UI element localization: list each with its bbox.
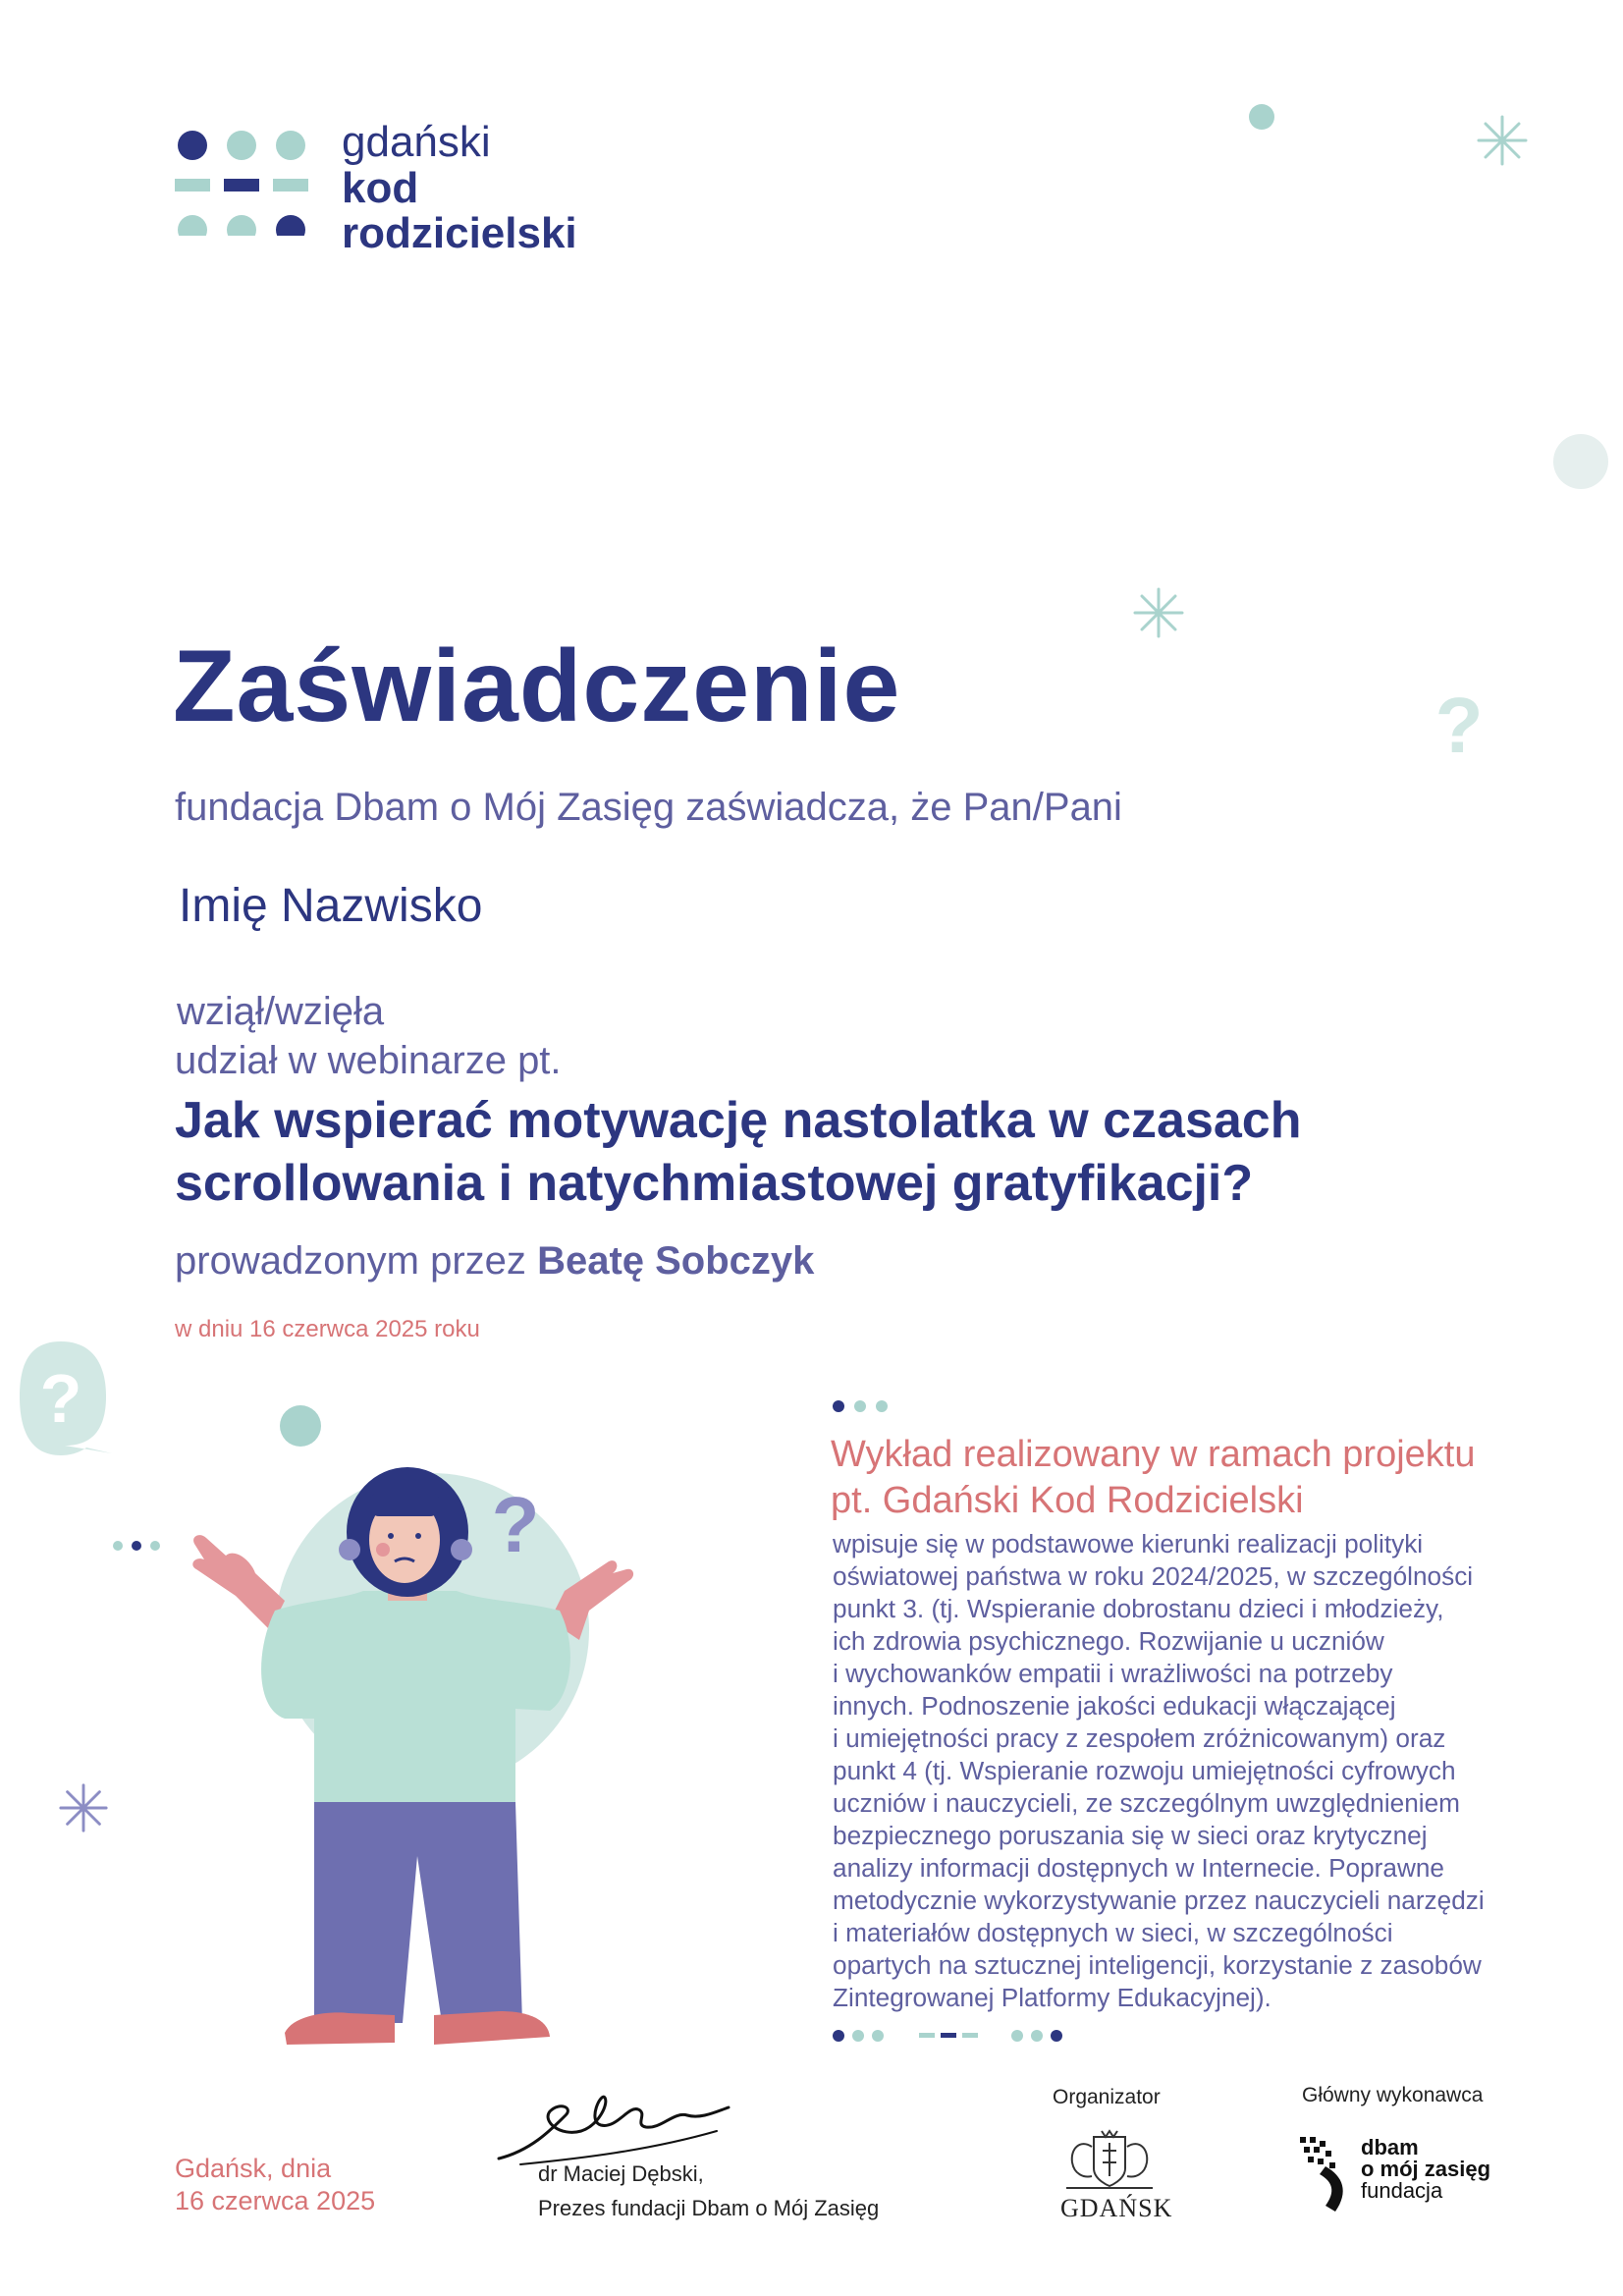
brand-name — [342, 120, 577, 257]
project-description-line: innych. Podnoszenie jakości edukacji włączającej — [833, 1691, 1396, 1721]
question-mark-icon: ? — [491, 1481, 540, 1568]
project-description-line: punkt 4 (tj. Wspieranie rozwoju umiejętności cyfrowych — [833, 1756, 1456, 1785]
place-line: Gdańsk, dnia — [175, 2154, 332, 2183]
brand-line-2: kod — [342, 163, 419, 212]
svg-text:?: ? — [39, 1360, 82, 1437]
took-part-text: wziął/wzięła — [177, 990, 385, 1033]
gdansk-coat-of-arms-logo — [1060, 2129, 1159, 2192]
place-and-date — [175, 2153, 375, 2217]
brand-line-3: rodzicielski — [342, 209, 577, 258]
signer-name: dr Maciej Dębski, — [538, 2161, 704, 2186]
speech-bubble-question-icon — [16, 1338, 114, 1465]
executor-line-3: fundacja — [1361, 2178, 1443, 2203]
svg-text:?: ? — [1434, 687, 1484, 766]
brand-line-1: gdański — [342, 118, 491, 166]
confused-person-illustration — [177, 1453, 648, 2062]
brand-mark-divider — [831, 2027, 1076, 2045]
project-description-line: punkt 3. (tj. Wspieranie dobrostanu dzieci i młodzieży, — [833, 1594, 1444, 1623]
led-by-prefix: prowadzonym przez — [175, 1239, 526, 1283]
project-description-line: ich zdrowia psychicznego. Rozwijanie u uczniów — [833, 1626, 1384, 1656]
signer-role: Prezes fundacji Dbam o Mój Zasięg — [538, 2196, 880, 2220]
dots-decoration — [831, 1398, 892, 1414]
project-description-line: metodycznie wykorzystywanie przez nauczycieli narzędzi — [833, 1886, 1485, 1915]
issue-date: 16 czerwca 2025 — [175, 2186, 376, 2215]
executor-name — [1361, 2137, 1490, 2202]
sparkle-icon — [1475, 113, 1530, 168]
project-description-line: analizy informacji dostępnych w Internecie. Poprawne — [833, 1853, 1445, 1883]
project-description-line: opartych na sztucznej inteligencji, korzystanie z zasobów — [833, 1950, 1482, 1980]
project-description-line: i wychowanków empatii i wrażliwości na potrzeby — [833, 1659, 1393, 1688]
organizer-name: GDAŃSK — [1060, 2194, 1173, 2222]
participation-text: udział w webinarze pt. — [175, 1039, 562, 1082]
question-mark-icon — [1430, 687, 1488, 766]
project-description-line: bezpiecznego poruszania się w sieci oraz krytycznej — [833, 1821, 1428, 1850]
project-description — [833, 1528, 1530, 2014]
event-date: w dniu 16 czerwca 2025 roku — [175, 1316, 480, 1342]
project-description-line: i materiałów dostępnych w sieci, w szczególności — [833, 1918, 1393, 1947]
speaker-name: Beatę Sobczyk — [537, 1239, 815, 1283]
project-title-line-2: pt. Gdański Kod Rodzicielski — [831, 1479, 1304, 1521]
certificate-title: Zaświadczenie — [173, 629, 901, 743]
led-by — [175, 1239, 814, 1284]
sparkle-icon — [57, 1781, 110, 1834]
webinar-title-line-2: scrollowania i natychmiastowej gratyfikacji? — [175, 1154, 1254, 1212]
organizer-label: Organizator — [1053, 2086, 1161, 2108]
webinar-title — [175, 1090, 1451, 1216]
dots-decoration — [110, 1538, 165, 1554]
project-description-line: wpisuje się w podstawowe kierunki realizacji polityki — [833, 1529, 1424, 1558]
project-title-line-1: Wykład realizowany w ramach projektu — [831, 1434, 1476, 1475]
dot-decoration — [279, 1404, 322, 1448]
certificate-intro: fundacja Dbam o Mój Zasięg zaświadcza, że Pan/Pani — [175, 786, 1122, 829]
dbam-logo-mark — [1300, 2137, 1355, 2215]
executor-line-2: o mój zasięg — [1361, 2157, 1491, 2181]
executor-line-1: dbam — [1361, 2135, 1419, 2159]
project-title — [831, 1432, 1557, 1523]
signer-block — [538, 2157, 879, 2225]
project-description-line: uczniów i nauczycieli, ze szczególnym uwzględnieniem — [833, 1788, 1460, 1818]
executor-label: Główny wykonawca — [1302, 2084, 1484, 2106]
webinar-title-line-1: Jak wspierać motywację nastolatka w czasach — [175, 1092, 1302, 1149]
dot-decoration — [1247, 102, 1276, 132]
project-description-line: i umiejętności pracy z zespołem zróżnicowanym) oraz — [833, 1723, 1446, 1753]
brand-logo-mark — [175, 128, 312, 236]
dot-decoration — [1551, 432, 1610, 491]
project-description-line: Zintegrowanej Platformy Edukacyjnej). — [833, 1983, 1271, 2012]
recipient-name: Imię Nazwisko — [179, 880, 483, 932]
sparkle-icon — [1131, 585, 1186, 640]
project-description-line: oświatowej państwa w roku 2024/2025, w szczególności — [833, 1561, 1474, 1591]
